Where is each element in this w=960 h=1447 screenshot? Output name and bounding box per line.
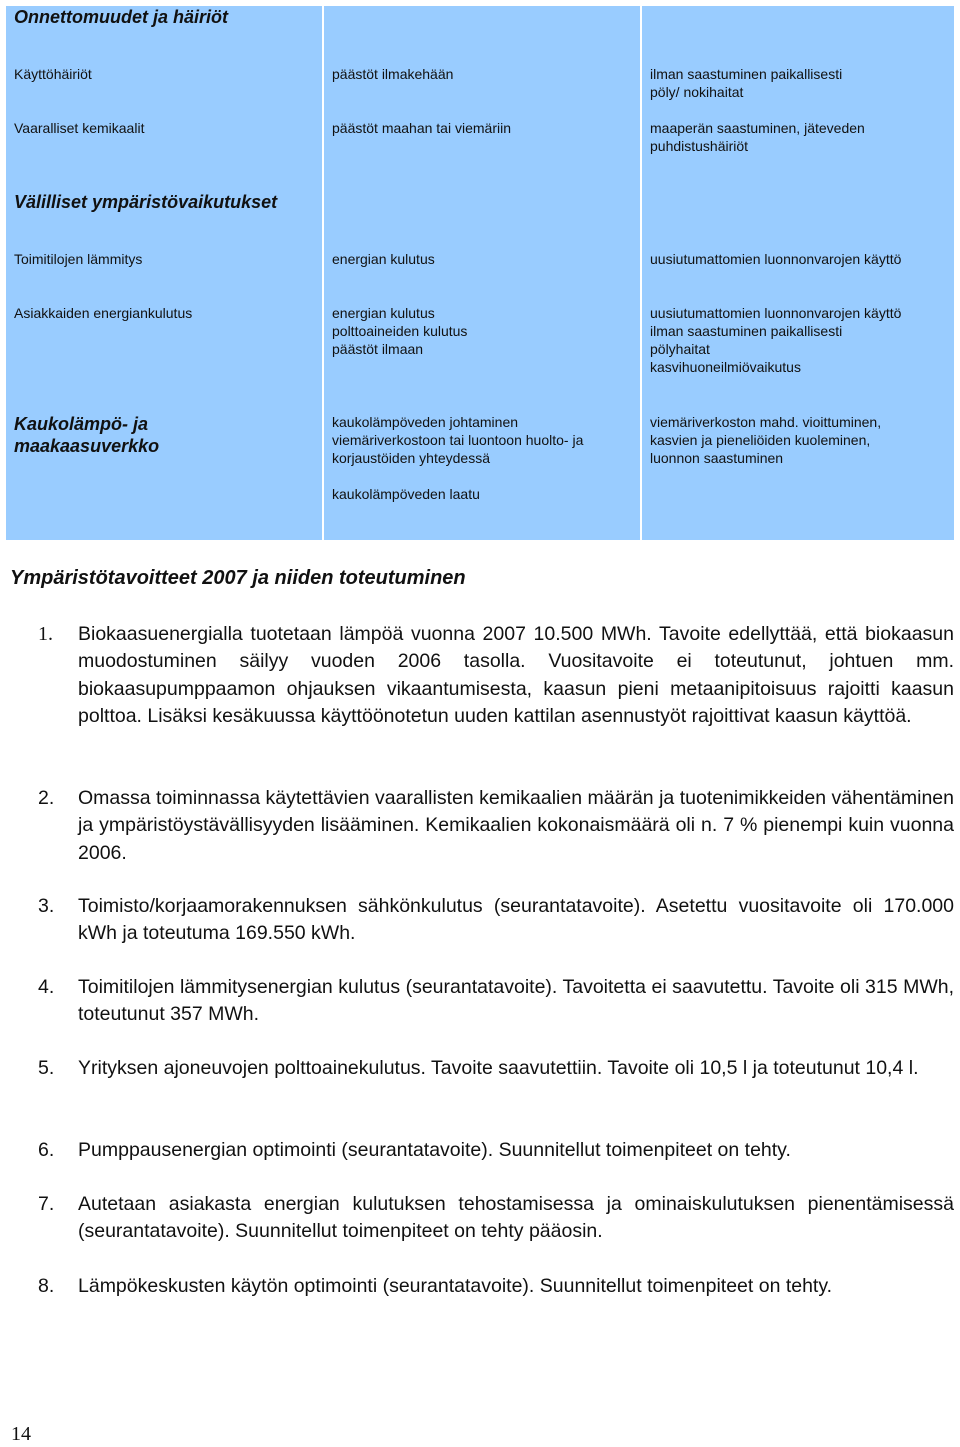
- cell-r3-activity: Toimitilojen lämmitys: [14, 251, 143, 267]
- goal-item-1: [38, 621, 954, 730]
- cell-r5-activity: Kaukolämpö- ja maakaasuverkko: [14, 414, 160, 456]
- goal-item-7: [38, 1191, 954, 1246]
- goal-text: Pumppausenergian optimointi (seurantatavoite). Suunnitellut toimenpiteet on tehty.: [78, 1139, 791, 1161]
- goal-item-5: [38, 1055, 954, 1082]
- goal-item-8: [38, 1273, 954, 1300]
- section-title-accidents: Onnettomuudet ja häiriöt: [14, 7, 228, 27]
- cell-r3-aspect: energian kulutus: [332, 251, 435, 267]
- goal-text: Biokaasuenergialla tuotetaan lämpöä vuonna 2007 10.500 MWh. Tavoite edellyttää, että biokaasun muodostuminen säilyy vuoden 2006 tasolla. Vuositavoite ei toteutunut, johtuen mm. biokaasupumppaamon ohjauksen vikaantumisesta, kaasun pieni metaanipitoisuus rajoitti kaasun polttoa. Lisäksi kesäkuussa käyttöönotetun uuden kattilan asennustyöt rajoittivat kaasun käyttöä.: [78, 623, 954, 727]
- cell-r2-activity: Vaaralliset kemikaalit: [14, 120, 145, 136]
- goals-title: Ympäristötavoitteet 2007 ja niiden toteutuminen: [10, 567, 466, 589]
- page-number: 14: [11, 1423, 31, 1445]
- goal-number: 1.: [38, 623, 53, 645]
- environmental-impacts-table: [6, 6, 954, 540]
- goal-item-4: [38, 974, 954, 1029]
- cell-r1-aspect: päästöt ilmakehään: [332, 66, 454, 82]
- goal-text: Lämpökeskusten käytön optimointi (seurantatavoite). Suunnitellut toimenpiteet on tehty.: [78, 1275, 833, 1297]
- cell-r5-aspect: kaukolämpöveden johtaminen viemäriverkostoon tai luontoon huolto- ja korjaustöiden yhteydessä: [332, 414, 584, 466]
- goal-text: Omassa toiminnassa käytettävien vaarallisten kemikaalien määrän ja tuotenimikkeiden vähentäminen ja ympäristöystävällisyyden lisääminen. Kemikaalien kokonaismäärä oli n. 7 % pienempi kuin vuonna 2006.: [78, 787, 954, 864]
- cell-r3-impact: uusiutumattomien luonnonvarojen käyttö: [650, 251, 902, 267]
- goal-number: 4.: [38, 976, 55, 998]
- section-title-indirect: Välilliset ympäristövaikutukset: [14, 192, 278, 212]
- cell-r5-impact: viemäriverkoston mahd. vioittuminen, kasvien ja pieneliöiden kuoleminen, luonnon saastuminen: [650, 414, 882, 466]
- cell-r2-impact: maaperän saastuminen, jäteveden puhdistushäiriöt: [650, 120, 865, 154]
- cell-r4-activity: Asiakkaiden energiankulutus: [14, 305, 193, 321]
- cell-r4-impact: uusiutumattomien luonnonvarojen käyttö ilman saastuminen paikallisesti pölyhaitat kasvihuoneilmiövaikutus: [650, 305, 902, 375]
- goal-number: 5.: [38, 1057, 55, 1079]
- goal-number: 8.: [38, 1275, 55, 1297]
- table-column-activity: [6, 6, 322, 540]
- goal-number: 3.: [38, 895, 55, 917]
- goal-text: Toimitilojen lämmitysenergian kulutus (seurantatavoite). Tavoitetta ei saavutettu. Tavoite oli 315 MWh, toteutunut 357 MWh.: [78, 976, 954, 1026]
- goal-item-6: [38, 1137, 954, 1164]
- goal-number: 2.: [38, 787, 55, 809]
- cell-r1-activity: Käyttöhäiriöt: [14, 66, 92, 82]
- goal-number: 7.: [38, 1193, 55, 1215]
- goal-number: 6.: [38, 1139, 55, 1161]
- goal-text: Toimisto/korjaamorakennuksen sähkönkulutus (seurantatavoite). Asetettu vuositavoite oli 170.000 kWh ja toteutuma 169.550 kWh.: [78, 895, 954, 945]
- goal-item-2: [38, 785, 954, 867]
- goal-item-3: [38, 893, 954, 948]
- goal-text: Yrityksen ajoneuvojen polttoainekulutus. Tavoite saavutettiin. Tavoite oli 10,5 l ja toteutunut 10,4 l.: [78, 1057, 919, 1079]
- cell-r2-aspect: päästöt maahan tai viemäriin: [332, 120, 511, 136]
- goal-text: Autetaan asiakasta energian kulutuksen tehostamisessa ja ominaiskulutuksen pienentämisessä (seurantatavoite). Suunnitellut toimenpiteet on tehty pääosin.: [78, 1193, 954, 1243]
- cell-r1-impact: ilman saastuminen paikallisesti pöly/ nokihaitat: [650, 66, 843, 100]
- cell-r6-aspect: kaukolämpöveden laatu: [332, 486, 480, 502]
- cell-r4-aspect: energian kulutus polttoaineiden kulutus päästöt ilmaan: [332, 305, 468, 357]
